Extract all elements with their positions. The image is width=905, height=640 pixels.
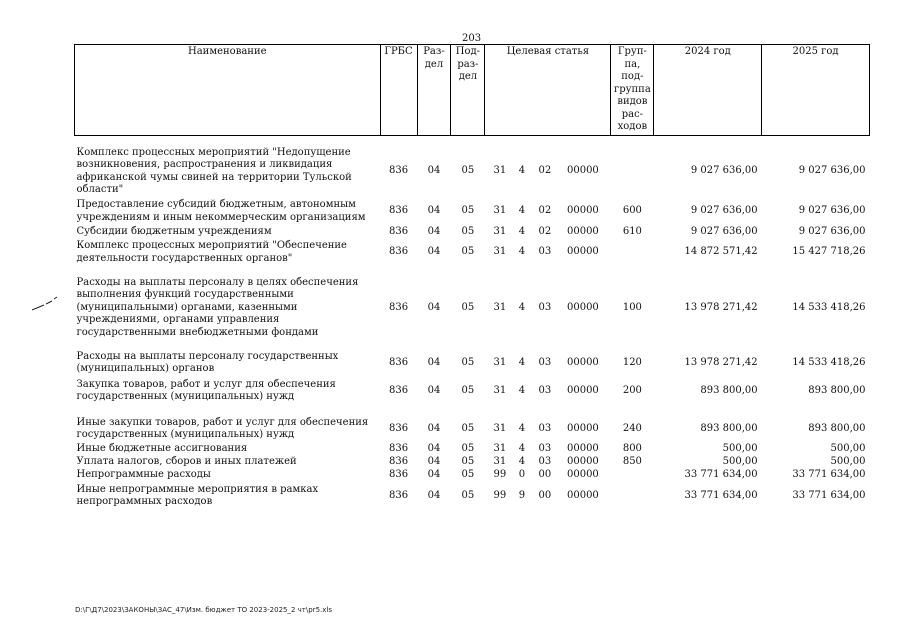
table-row	[75, 349, 870, 377]
row-expense-group	[611, 469, 654, 482]
row-expense-group	[611, 239, 654, 267]
row-grbs: 836	[388, 443, 409, 455]
row-amount-2025: 9 027 636,00	[798, 205, 866, 217]
row-cs-direction: 00000	[566, 456, 599, 468]
row-cs-type: 4	[518, 225, 526, 237]
row-podrazdel: 05	[461, 456, 475, 468]
row-cs-type: 4	[518, 356, 526, 368]
row-cs-complex: 03	[538, 384, 552, 396]
row-grbs: 836	[388, 246, 409, 258]
table-row	[75, 456, 870, 469]
row-cs-complex: 02	[538, 225, 552, 237]
header-target-article: Целевая статья	[485, 45, 611, 136]
row-expense-group: 610	[622, 225, 642, 237]
row-target-article	[485, 377, 611, 405]
table-row	[75, 482, 870, 510]
row-grbs: 836	[388, 384, 409, 396]
row-cs-program: 31	[493, 246, 507, 258]
row-expense-group: 240	[622, 422, 642, 434]
row-grbs: 836	[388, 356, 409, 368]
row-grbs: 836	[388, 422, 409, 434]
row-cs-program: 31	[493, 422, 507, 434]
row-name: Расходы на выплаты персоналу в целях обеспечения выполнения функций государственными (муниципальными) органами, казенными учреждениями, органами управления государственными внебюджетными фондами	[76, 276, 359, 338]
row-cs-complex: 00	[538, 489, 552, 501]
row-target-article	[485, 198, 611, 226]
row-podrazdel: 05	[461, 469, 475, 481]
row-razdel: 04	[427, 489, 441, 501]
row-cs-type: 4	[518, 301, 526, 313]
row-amount-2025: 893 800,00	[808, 384, 866, 396]
row-name: Иные закупки товаров, работ и услуг для обеспечения государственных (муниципальных) нужд	[76, 416, 369, 440]
row-expense-group: 200	[622, 384, 642, 396]
header-razdel: Раз- дел	[417, 45, 451, 136]
row-amount-2025: 9 027 636,00	[798, 165, 866, 177]
row-cs-program: 31	[493, 384, 507, 396]
row-target-article	[485, 456, 611, 469]
row-amount-2025: 500,00	[830, 443, 866, 455]
row-target-article	[485, 239, 611, 267]
row-expense-group: 800	[622, 443, 642, 455]
table-row	[75, 239, 870, 267]
row-cs-program: 31	[493, 456, 507, 468]
file-path-footer: D:\Г\Д7\2023\ЗАКОНЫ\ЗАС_47\Изм. бюджет ТО 2023-2025_2 чт\pr5.xls	[75, 606, 332, 614]
row-cs-direction: 00000	[566, 356, 599, 368]
row-name: Комплекс процессных мероприятий "Недопущение возникновения, распространения и ликвидация африканской чумы свиней на территории Тульской области"	[76, 146, 352, 195]
row-cs-complex: 00	[538, 469, 552, 481]
row-cs-complex: 03	[538, 356, 552, 368]
row-amount-2025: 9 027 636,00	[798, 225, 866, 237]
row-amount-2025: 15 427 718,26	[792, 246, 866, 258]
row-podrazdel: 05	[461, 489, 475, 501]
row-cs-direction: 00000	[566, 422, 599, 434]
row-grbs: 836	[388, 456, 409, 468]
table-row	[75, 469, 870, 482]
row-expense-group: 850	[622, 456, 642, 468]
row-name: Расходы на выплаты персоналу государственных (муниципальных) органов	[76, 350, 339, 374]
row-target-article	[485, 415, 611, 443]
row-cs-program: 31	[493, 165, 507, 177]
row-razdel: 04	[427, 422, 441, 434]
header-year-2024: 2024 год	[654, 45, 762, 136]
row-amount-2025: 893 800,00	[808, 422, 866, 434]
row-razdel: 04	[427, 469, 441, 481]
row-amount-2024: 9 027 636,00	[690, 165, 758, 177]
row-grbs: 836	[388, 205, 409, 217]
table-row	[75, 443, 870, 456]
row-target-article	[485, 277, 611, 340]
page-number: 203	[462, 33, 482, 44]
row-amount-2024: 13 978 271,42	[684, 356, 758, 368]
table-header-row	[75, 45, 870, 136]
table-row	[75, 198, 870, 226]
header-grbs: ГРБС	[380, 45, 417, 136]
row-cs-program: 31	[493, 205, 507, 217]
row-amount-2024: 893 800,00	[700, 422, 758, 434]
row-cs-program: 31	[493, 443, 507, 455]
row-cs-program: 99	[493, 489, 507, 501]
header-year-2025: 2025 год	[762, 45, 870, 136]
row-amount-2024: 33 771 634,00	[684, 489, 758, 501]
row-target-article	[485, 349, 611, 377]
row-podrazdel: 05	[461, 301, 475, 313]
row-cs-direction: 00000	[566, 443, 599, 455]
row-cs-complex: 03	[538, 301, 552, 313]
row-cs-type: 4	[518, 246, 526, 258]
row-cs-complex: 03	[538, 246, 552, 258]
budget-table	[74, 44, 870, 510]
row-amount-2025: 14 533 418,26	[792, 356, 866, 368]
row-grbs: 836	[388, 469, 409, 481]
row-cs-type: 4	[518, 384, 526, 396]
row-name: Иные непрограммные мероприятия в рамках непрограммных расходов	[76, 483, 319, 507]
row-razdel: 04	[427, 301, 441, 313]
row-amount-2025: 33 771 634,00	[792, 469, 866, 481]
row-cs-direction: 00000	[566, 205, 599, 217]
row-name: Непрограммные расходы	[76, 469, 211, 481]
row-podrazdel: 05	[461, 422, 475, 434]
row-razdel: 04	[427, 443, 441, 455]
row-amount-2024: 893 800,00	[700, 384, 758, 396]
row-expense-group	[611, 146, 654, 198]
row-cs-type: 9	[518, 489, 526, 501]
row-podrazdel: 05	[461, 225, 475, 237]
row-cs-complex: 02	[538, 205, 552, 217]
row-name: Закупка товаров, работ и услуг для обеспечения государственных (муниципальных) нужд	[76, 378, 336, 402]
row-amount-2024: 33 771 634,00	[684, 469, 758, 481]
row-cs-complex: 03	[538, 443, 552, 455]
table-row	[75, 277, 870, 340]
row-amount-2025: 500,00	[830, 456, 866, 468]
row-cs-type: 4	[518, 205, 526, 217]
handwritten-check-mark	[30, 296, 70, 312]
row-expense-group: 120	[622, 356, 642, 368]
row-amount-2024: 13 978 271,42	[684, 301, 758, 313]
table-row	[75, 226, 870, 239]
row-podrazdel: 05	[461, 356, 475, 368]
row-razdel: 04	[427, 246, 441, 258]
row-grbs: 836	[388, 225, 409, 237]
table-row	[75, 377, 870, 405]
row-cs-direction: 00000	[566, 469, 599, 481]
row-razdel: 04	[427, 225, 441, 237]
table-body	[75, 135, 870, 510]
row-amount-2024: 9 027 636,00	[690, 225, 758, 237]
row-grbs: 836	[388, 165, 409, 177]
row-razdel: 04	[427, 384, 441, 396]
row-cs-type: 4	[518, 165, 526, 177]
row-cs-direction: 00000	[566, 165, 599, 177]
table-row	[75, 146, 870, 198]
row-amount-2024: 14 872 571,42	[684, 246, 758, 258]
row-podrazdel: 05	[461, 165, 475, 177]
row-cs-direction: 00000	[566, 246, 599, 258]
row-amount-2024: 9 027 636,00	[690, 205, 758, 217]
row-razdel: 04	[427, 165, 441, 177]
row-cs-direction: 00000	[566, 384, 599, 396]
row-cs-complex: 02	[538, 165, 552, 177]
row-cs-program: 31	[493, 225, 507, 237]
row-cs-program: 31	[493, 356, 507, 368]
row-podrazdel: 05	[461, 384, 475, 396]
row-cs-program: 31	[493, 301, 507, 313]
row-expense-group: 600	[622, 205, 642, 217]
row-razdel: 04	[427, 356, 441, 368]
row-name: Уплата налогов, сборов и иных платежей	[76, 456, 297, 468]
row-cs-direction: 00000	[566, 301, 599, 313]
row-cs-type: 4	[518, 456, 526, 468]
header-podrazdel: Под- раз- дел	[451, 45, 485, 136]
table-row	[75, 415, 870, 443]
row-cs-direction: 00000	[566, 489, 599, 501]
row-amount-2025: 33 771 634,00	[792, 489, 866, 501]
row-name: Иные бюджетные ассигнования	[76, 443, 248, 455]
row-cs-type: 4	[518, 422, 526, 434]
row-target-article	[485, 482, 611, 510]
row-podrazdel: 05	[461, 205, 475, 217]
row-target-article	[485, 226, 611, 239]
row-grbs: 836	[388, 489, 409, 501]
header-name: Наименование	[75, 45, 381, 136]
row-name: Комплекс процессных мероприятий "Обеспечение деятельности государственных органов"	[76, 240, 347, 264]
row-razdel: 04	[427, 456, 441, 468]
row-amount-2024: 500,00	[722, 443, 758, 455]
row-cs-program: 99	[493, 469, 507, 481]
row-cs-complex: 03	[538, 422, 552, 434]
row-cs-type: 4	[518, 443, 526, 455]
row-cs-type: 0	[518, 469, 526, 481]
row-podrazdel: 05	[461, 246, 475, 258]
row-target-article	[485, 469, 611, 482]
row-podrazdel: 05	[461, 443, 475, 455]
row-amount-2025: 14 533 418,26	[792, 301, 866, 313]
row-razdel: 04	[427, 205, 441, 217]
header-expense-group: Груп- па, под- группа видов рас- ходов	[611, 45, 654, 136]
row-expense-group: 100	[622, 301, 642, 313]
row-name: Предоставление субсидий бюджетным, автономным учреждениям и иным некоммерческим организациям	[76, 199, 366, 223]
row-name: Субсидии бюджетным учреждениям	[76, 225, 272, 237]
row-grbs: 836	[388, 301, 409, 313]
row-cs-direction: 00000	[566, 225, 599, 237]
row-target-article	[485, 146, 611, 198]
row-target-article	[485, 443, 611, 456]
row-amount-2024: 500,00	[722, 456, 758, 468]
row-cs-complex: 03	[538, 456, 552, 468]
row-expense-group	[611, 482, 654, 510]
